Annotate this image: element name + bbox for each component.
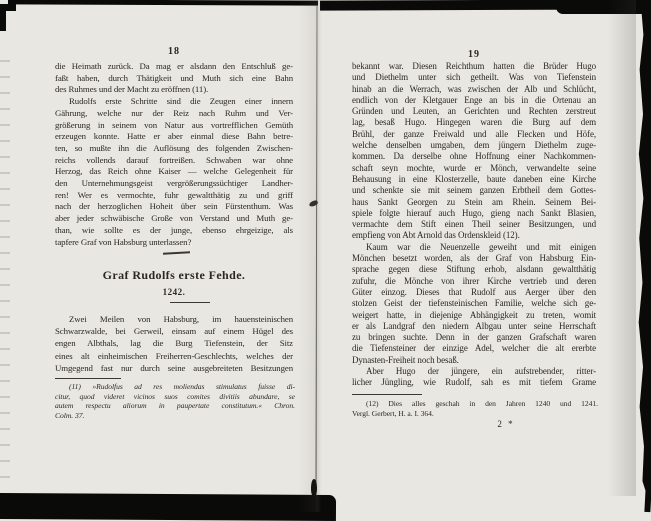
text-line: größerung in seinem von Natur aus vortrefflichen Gemüth	[55, 119, 293, 130]
signature-mark: 2 *	[497, 419, 515, 429]
scan-edge-bottom-left	[0, 493, 336, 521]
paragraph	[352, 366, 596, 389]
text-line: des Ruhmes und der Macht zu eröffnen (11).	[55, 84, 209, 95]
text-line: ten, so mußte ihn die Auflösung des folgenden Zwischen-	[55, 142, 293, 153]
footnote-rule	[352, 394, 422, 395]
scan-edge-top-right-corner	[556, 0, 651, 14]
text-line: autem respectu aliorum in paupertate constitutum.« Chron.	[55, 401, 295, 411]
text-line: Aber Hugo der jüngere, ein aufstrebender, ritter-	[366, 366, 596, 377]
text-line: Güter einzog. Dieses that Rudolf aus Aerger über den	[352, 286, 596, 297]
text-line: und Diethelm unter sich getheilt. Was von Tiefenstein	[352, 72, 596, 83]
text-line: zufuhr, die Mönche von ihrer Kirche vertrieb und deren	[352, 275, 596, 286]
text-line: und schenkte sie mit seinem ganzen Erbtheil dem Gottes-	[352, 185, 596, 196]
text-line: vermachte dem Stift einen Theil seiner Besitzungen, und	[352, 219, 596, 230]
right-page-body	[352, 61, 596, 389]
text-line: Zwei Meilen von Habsburg, im hauensteinischen	[69, 314, 293, 324]
footnote-paragraph	[55, 382, 295, 420]
text-line: Brühl, der ganze Freiwald und alle Flecken und Höfe,	[352, 128, 596, 139]
text-line: Gründen und Leuten, an Gerichten und Rechten zerstreut	[352, 106, 596, 117]
section-heading: Graf Rudolfs erste Fehde.	[102, 268, 246, 282]
page-edge-ticks	[0, 60, 10, 480]
text-line: er als Landgraf den niedern Albgau unter seine Herrschaft	[352, 320, 596, 331]
paragraph	[352, 61, 596, 242]
text-line: reichs vollends darauf fortreißen. Schwaben war ohne	[55, 154, 293, 165]
text-line: Kaum war die Neuenzelle geweiht und mit einigen	[366, 241, 596, 252]
left-page-number: 18	[168, 46, 180, 57]
text-line: die Heimath zurück. Da mag er alsdann den Entschluß ge-	[55, 61, 293, 71]
text-line: welche denselben umgaben, dem jüngern Diethelm zuge-	[352, 140, 596, 151]
text-line: ren! Wer es vermochte, fuhr gewaltthätig zu und griff	[55, 189, 293, 200]
left-footnote	[55, 382, 295, 420]
scan-edge-bottom-right	[644, 488, 651, 512]
text-line: Colm. 37.	[55, 410, 85, 420]
text-line: Gährung, welche nur der Reiz nach Ruhm und Ver-	[55, 107, 293, 118]
text-line: spiele folgte hierauf auch Hugo, gieng nach Sankt Blasien,	[352, 207, 596, 218]
text-line: lag, besaß Hugo. Hingegen waren die Burg auf dem	[352, 117, 596, 128]
text-line: zu bringen suchte. Denn in der ganzen Grafschaft waren	[352, 332, 596, 343]
text-line: tapfere Graf von Habsburg unterlassen?	[55, 236, 192, 247]
text-line: Behausung in eine Klosterzelle, baute daneben eine Kirche	[352, 173, 596, 184]
footnote-rule	[55, 378, 121, 379]
text-line: endlich von der Kletgauer Enge an bis in die Ortenau an	[352, 94, 596, 105]
paragraph	[55, 96, 293, 248]
text-line: licher Jüngling, wie Rudolf, sah es mit tiefem Grame	[352, 377, 596, 388]
footnote-paragraph	[352, 399, 598, 419]
scan-edge-top-left	[8, 0, 318, 6]
text-line: erzeugen konnte. Hatte er aber einmal diese Bahn betre-	[55, 131, 293, 142]
text-line: Schwarzwalde, bei Gerweil, einsam auf einem Hügel des	[55, 326, 293, 337]
text-line: Dynasten-Freiheit noch besaß.	[352, 354, 459, 365]
right-footnote	[352, 399, 598, 419]
text-line: sprache gegen diese Stiftung erhob, alsdann gewaltthätig	[352, 264, 596, 275]
text-line: Vergl. Gerbert, H. a. I. 364.	[352, 409, 434, 418]
text-line: bekannt war. Diesen Reichthum hatten die Brüder Hugo	[352, 61, 596, 71]
text-line: empfieng von Abt Arnold das Ordenskleid (12).	[352, 230, 520, 241]
gutter-ink-blob	[311, 479, 317, 496]
paragraph	[55, 313, 293, 374]
scan-corner-tab-stem	[0, 4, 6, 31]
left-page-body-2	[55, 313, 293, 374]
text-line: Mönchen besetzt worden, als der Graf von Habsburg Ein-	[352, 253, 596, 264]
text-line: engen Albthals, lag die Burg Tiefenstein, der Sitz	[55, 338, 293, 349]
text-line: kommen. Da derselbe ohne Hoffnung einer Nachkommen-	[352, 151, 596, 162]
text-line: hinab an die Werrach, was zwischen der Alb und Schlücht,	[352, 83, 596, 94]
text-line: (12) Dies alles geschah in den Jahren 1240 und 1241.	[366, 399, 598, 408]
left-page-body	[55, 61, 293, 248]
text-line: Rudolfs erste Schritte sind die Zeugen einer innern	[69, 96, 293, 107]
text-line: nach der herzoglichen Hoheit über sein Fürstenthum. Was	[55, 201, 293, 212]
text-line: (11) »Rudolfus ad res moliendas stimulatus fuisse di-	[69, 382, 295, 391]
text-line: than, wie sollte es der junge, ebenso ehrgeizige, als	[55, 224, 293, 235]
paragraph	[55, 61, 293, 96]
text-line: Umgegend fast nur durch seine ausgebreiteten Besitzungen	[55, 362, 293, 373]
text-line: faßt haben, durch Thätigkeit und Muth sich eine Bahn	[55, 72, 293, 83]
section-date: 1242.	[162, 287, 186, 297]
text-line: stolzen Geist der tiefensteinischen Familie, welche sich ge-	[352, 298, 596, 309]
text-line: eines alt einheimischen Freiherren-Geschlechts, welches der	[55, 350, 293, 361]
text-line: den Unternehmungsgeist vergrößerungssüchtiger Landher-	[55, 178, 293, 189]
paragraph	[352, 242, 596, 366]
date-rule	[170, 302, 210, 303]
text-line: aber jeder schwäbische Große von Verstand und Muth ge-	[55, 213, 293, 224]
text-line: weigert hatte, in diejenige Abhängigkeit zu treten, womit	[352, 309, 596, 320]
text-line: die Tiefensteiner der einzige Adel, welcher die alt ererbte	[352, 343, 596, 354]
text-line: citur, quod videret vicinos suos comites divitiis abundare, se	[55, 391, 295, 401]
text-line: schaft seyn mochte, wurde er Mönch, verwandelte seine	[352, 162, 596, 173]
section-divider	[163, 251, 190, 254]
text-line: haus Sankt Georgen zu Stein am Rhein. Seinem Bei-	[352, 196, 596, 207]
text-line: Herzog, das Reich ohne Kaiser — welche Gelegenheit für	[55, 166, 293, 177]
right-page-number: 19	[468, 49, 480, 60]
